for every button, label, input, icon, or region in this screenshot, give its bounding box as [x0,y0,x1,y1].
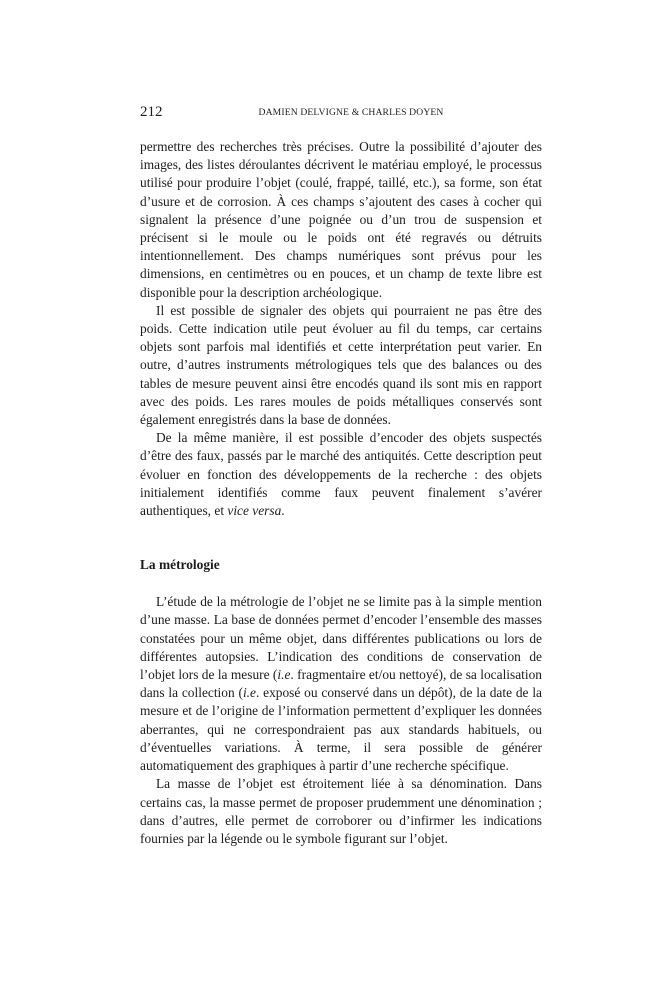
paragraph-masse-denomination: La masse de l’objet est étroitement liée à sa dénomination. Dans certains cas, la masse permet de proposer prudemment une dénomination ; dans d’autres, elle permet de corroborer ou d’infirmer les indications fournies par la légende ou le symbole figurant sur l’objet. [140,776,542,846]
metrologie-part-3: . exposé ou conservé dans un dépôt), de la date de la mesure et de l’origine de l’information permettent d’expliquer les données aberrantes, qui ne correspondraient pas aux standards habituels, ou d’éventuelles variations. À terme, il sera possible de générer automatiquement des graphiques à partir d’une recherche spécifique. [140,685,542,774]
ie-italic-2: i.e [242,685,256,701]
paragraph-fakes-end: . [281,503,285,519]
paragraph-metrologie [140,593,542,775]
vice-versa-italic: vice versa [227,503,282,519]
section-heading-metrologie: La métrologie [140,557,220,573]
paragraph-non-weights: Il est possible de signaler des objets qui pourraient ne pas être des poids. Cette indication utile peut évoluer au fil du temps, car certains objets sont parfois mal identifiés et cette interprétation peut varier. En outre, d’autres instruments métrologiques tels que des balances ou des tables de mesure peuvent ainsi être encodés quand ils sont mis en rapport avec des poids. Les rares moules de poids métalliques conservés sont également enregistrés dans la base de données. [140,302,542,428]
metrologie-part-2: . fragmentaire et/ou nettoyé), de sa localisation dans la collection ( [140,667,542,701]
metrologie-part-1: L’étude de la métrologie de l’objet ne se limite pas à la simple mention d’une masse. La base de données permet d’encoder l’ensemble des masses constatées pour un même objet, dans différentes publications ou lors de différentes autopsies. L’indication des conditions de conservation de l’objet lors de la mesure ( [140,594,542,683]
paragraph-fakes-text: De la même manière, il est possible d’encoder des objets suspectés d’être des faux, passés par le marché des antiquités. Cette description peut évoluer en fonction des développements de la recherche : des objets initialement identifiés comme faux peuvent finalement s’avérer authentiques, et [140,430,542,519]
paragraph-continued: permettre des recherches très précises. Outre la possibilité d’ajouter des images, des listes déroulantes décrivent le matériau employé, le processus utilisé pour produire l’objet (coulé, frappé, taillé, etc.), sa forme, son état d’usure et de corrosion. À ces champs s’ajoutent des cases à cocher qui signalent la présence d’une poignée ou d’un trou de suspension et précisent si le moule ou le poids ont été regravés ou détruits intentionnellement. Des champs numériques sont prévus pour les dimensions, en centimètres ou en pouces, et un champ de texte libre est disponible pour la description archéologique. [140,139,542,300]
ie-italic-1: i.e [277,667,291,683]
paragraph-fakes [140,429,542,520]
book-page [140,104,542,848]
page-number: 212 [140,104,163,120]
page-header [140,104,542,124]
running-head: DAMIEN DELVIGNE & CHARLES DOYEN [258,107,444,118]
